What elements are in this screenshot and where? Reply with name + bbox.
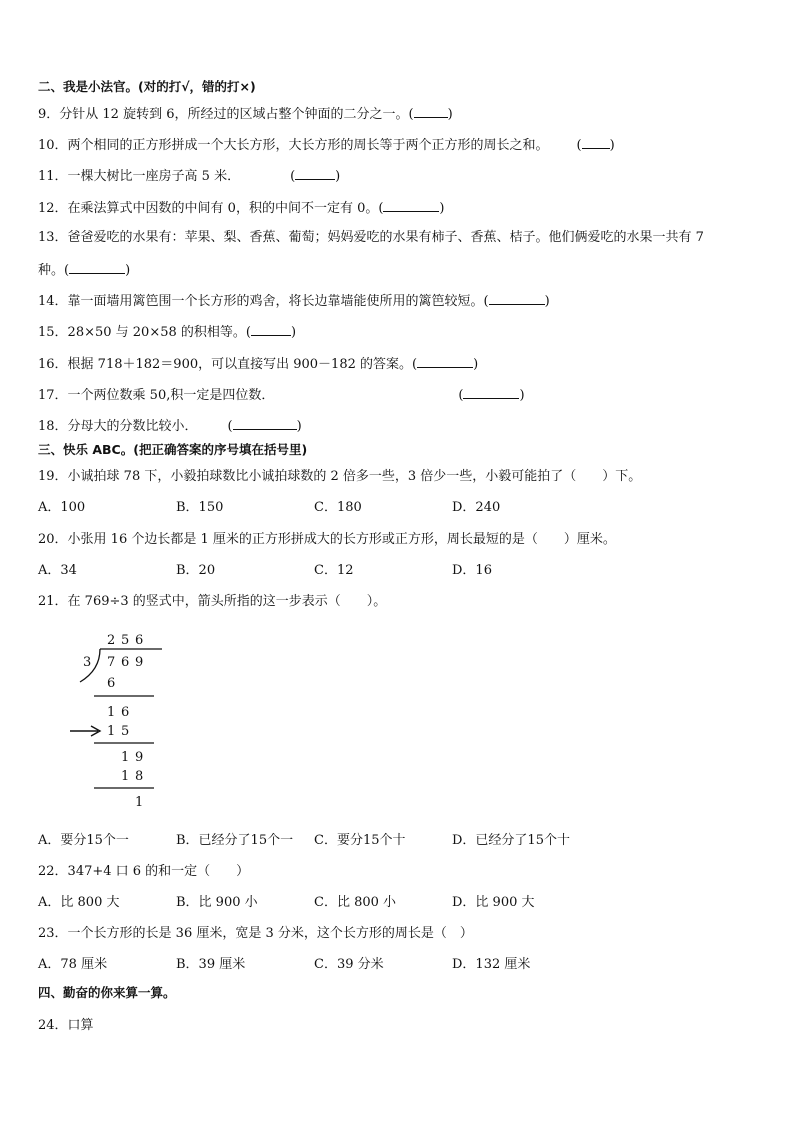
dividend-digit: 9 — [135, 655, 144, 670]
question-21: 21．在 769÷3 的竖式中，箭头所指的这一步表示（ ）。 — [38, 594, 387, 609]
option-a[interactable]: A．比 800 大 — [38, 895, 120, 910]
option-d[interactable]: D．240 — [452, 500, 501, 515]
option-d[interactable]: D．已经分了15个十 — [452, 833, 570, 848]
question-14: 14．靠一面墙用篱笆围一个长方形的鸡舍，将长边靠墙能使所用的篱笆较短。( ) — [38, 294, 550, 309]
answer-blank[interactable] — [233, 417, 297, 430]
option-b[interactable]: B．已经分了15个一 — [176, 833, 294, 848]
answer-blank[interactable] — [417, 355, 473, 368]
question-text: 14．靠一面墙用篱笆围一个长方形的鸡舍，将长边靠墙能使所用的篱笆较短。( — [38, 294, 489, 309]
step-digit: 1 — [107, 705, 116, 720]
quotient-digit: 2 — [107, 633, 116, 648]
section-title-multiple-choice: 三、快乐 ABC。(把正确答案的序号填在括号里) — [38, 442, 308, 457]
question-text: 18．分母大的分数比较小． — [38, 419, 198, 434]
step-digit: 5 — [121, 724, 130, 739]
answer-blank[interactable] — [489, 292, 545, 305]
question-text: 16．根据 718＋182＝900，可以直接写出 900－182 的答案。( — [38, 357, 418, 372]
question-23: 23．一个长方形的长是 36 厘米，宽是 3 分米，这个长方形的周长是（ ） — [38, 926, 473, 941]
question-text: 12．在乘法算式中因数的中间有 0，积的中间不一定有 0。( — [38, 201, 384, 216]
answer-blank[interactable] — [414, 105, 448, 118]
step-digit: 8 — [135, 769, 144, 784]
quotient-digit: 5 — [121, 633, 130, 648]
step-digit: 6 — [121, 705, 130, 720]
question-13 — [38, 230, 704, 246]
dividend-digit: 7 — [107, 655, 116, 670]
quotient-digit: 6 — [135, 633, 144, 648]
question-text: 17．一个两位数乘 50,积一定是四位数． — [38, 388, 275, 403]
divisor: 3 — [83, 655, 92, 670]
answer-blank[interactable] — [295, 167, 335, 180]
dividend-digit: 6 — [121, 655, 130, 670]
step-value: 6 — [107, 676, 116, 691]
question-text: 15．28×50 与 20×58 的积相等。( — [38, 325, 251, 340]
question-13-cont: 种。( ) — [38, 263, 131, 278]
question-18: 18．分母大的分数比较小． ( ) — [38, 419, 302, 434]
option-c[interactable]: C．要分15个十 — [314, 833, 406, 848]
step-digit: 1 — [121, 750, 130, 765]
question-12: 12．在乘法算式中因数的中间有 0，积的中间不一定有 0。( ) — [38, 201, 445, 216]
question-16: 16．根据 718＋182＝900，可以直接写出 900－182 的答案。( ) — [38, 357, 479, 372]
question-text: 13．爸爸爱吃的水果有：苹果、梨、香蕉、葡萄；妈妈爱吃的水果有柿子、香蕉、桔子。他们俩爱吃的水果一共有 7 — [38, 230, 704, 245]
question-19: 19．小诚拍球 78 下，小毅拍球数比小诚拍球数的 2 倍多一些，3 倍少一些，小毅可能拍了（ ）下。 — [38, 469, 642, 484]
option-c[interactable]: C．180 — [314, 500, 362, 515]
question-20: 20．小张用 16 个边长都是 1 厘米的正方形拼成大的长方形或正方形，周长最短的是（ ）厘米。 — [38, 532, 616, 547]
option-b[interactable]: B．39 厘米 — [176, 957, 246, 972]
option-c[interactable]: C．12 — [314, 563, 354, 578]
step-digit: 9 — [135, 750, 144, 765]
step-digit: 1 — [107, 724, 116, 739]
question-22: 22．347+4 口 6 的和一定（ ） — [38, 864, 250, 879]
answer-blank[interactable] — [251, 323, 291, 336]
answer-blank[interactable] — [69, 261, 125, 274]
remainder: 1 — [135, 795, 144, 810]
question-11: 11．一棵大树比一座房子高 5 米． ( ) — [38, 169, 341, 184]
option-c[interactable]: C．比 800 小 — [314, 895, 397, 910]
question-text: 11．一棵大树比一座房子高 5 米． — [38, 169, 241, 184]
option-b[interactable]: B．比 900 小 — [176, 895, 258, 910]
question-10: 10．两个相同的正方形拼成一个大长方形，大长方形的周长等于两个正方形的周长之和。 ( ) — [38, 138, 615, 153]
option-a[interactable]: A．78 厘米 — [38, 957, 108, 972]
option-a[interactable]: A．要分15个一 — [38, 833, 129, 848]
question-9: 9．分针从 12 旋转到 6，所经过的区域占整个钟面的二分之一。( ) — [38, 107, 453, 122]
option-b[interactable]: B．150 — [176, 500, 224, 515]
option-d[interactable]: D．132 厘米 — [452, 957, 531, 972]
option-d[interactable]: D．比 900 大 — [452, 895, 535, 910]
option-a[interactable]: A．100 — [38, 500, 86, 515]
section-title-true-false: 二、我是小法官。(对的打√，错的打×) — [38, 79, 256, 94]
question-text: 9．分针从 12 旋转到 6，所经过的区域占整个钟面的二分之一。( — [38, 107, 414, 122]
option-b[interactable]: B．20 — [176, 563, 216, 578]
option-a[interactable]: A．34 — [38, 563, 77, 578]
question-24: 24．口算 — [38, 1018, 94, 1033]
long-division-diagram — [62, 628, 172, 812]
section-title-calculation: 四、勤奋的你来算一算。 — [38, 985, 176, 1000]
answer-blank[interactable] — [463, 386, 519, 399]
option-d[interactable]: D．16 — [452, 563, 492, 578]
answer-blank[interactable] — [582, 136, 610, 149]
question-15: 15．28×50 与 20×58 的积相等。( ) — [38, 325, 297, 340]
step-digit: 1 — [121, 769, 130, 784]
question-text: 10．两个相同的正方形拼成一个大长方形，大长方形的周长等于两个正方形的周长之和。 — [38, 138, 549, 153]
answer-blank[interactable] — [383, 199, 439, 212]
question-17: 17．一个两位数乘 50,积一定是四位数． ( ) — [38, 388, 525, 403]
option-c[interactable]: C．39 分米 — [314, 957, 384, 972]
